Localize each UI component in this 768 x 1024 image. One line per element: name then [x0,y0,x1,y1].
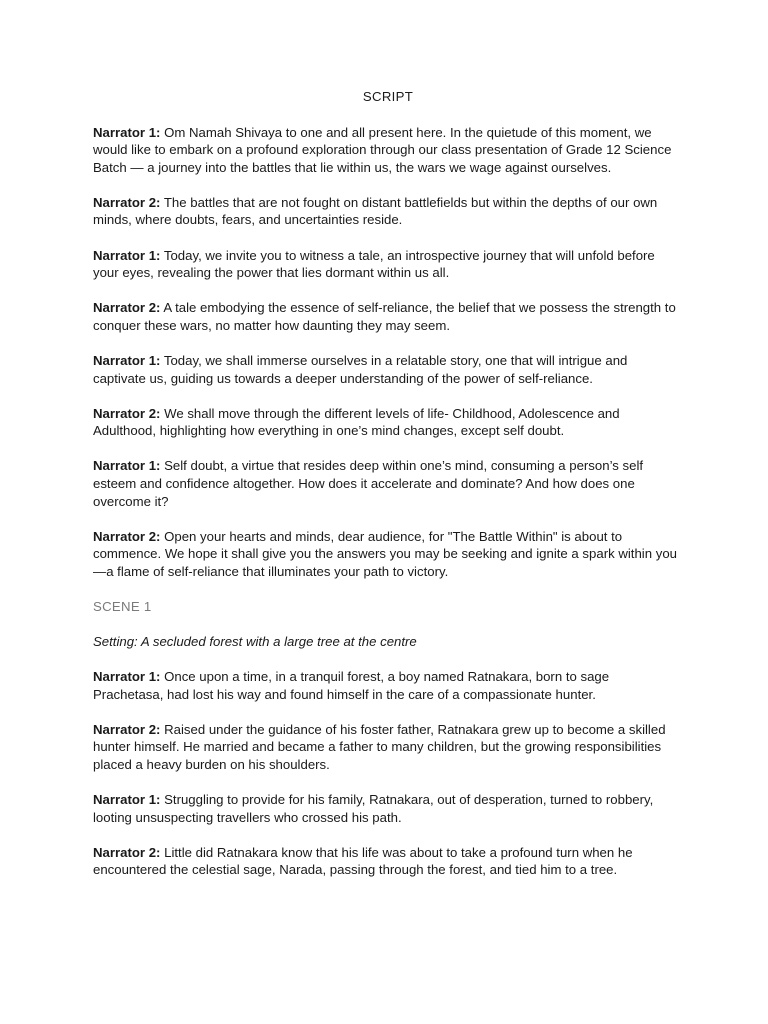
document-title: SCRIPT [362,89,414,104]
dialogue-text: Self doubt, a virtue that resides deep within one’s mind, consuming a person’s self esteem and confidence altogether. How does it accelerate and dominate? And how does one overcome it? [93,458,644,509]
speaker-label: Narrator 1: [93,792,161,808]
dialogue-paragraph [93,352,683,387]
dialogue-paragraph [93,405,683,440]
speaker-label: Narrator 1: [93,669,161,685]
dialogue-text: Once upon a time, in a tranquil forest, a boy named Ratnakara, born to sage Prachetasa, had lost his way and found himself in the care of a compassionate hunter. [93,669,610,702]
speaker-label: Narrator 2: [93,405,161,421]
dialogue-text: A tale embodying the essence of self-reliance, the belief that we possess the strength to conquer these wars, no matter how daunting they may seem. [93,300,676,333]
speaker-label: Narrator 2: [93,844,161,860]
speaker-label: Narrator 1: [93,458,161,474]
dialogue-text: Today, we invite you to witness a tale, an introspective journey that will unfold before your eyes, revealing the power that lies dormant within us all. [93,247,655,281]
dialogue-paragraph [93,457,683,510]
dialogue-paragraph [93,194,683,229]
dialogue-text: Raised under the guidance of his foster father, Ratnakara grew up to become a skilled hunter himself. He married and became a father to many children, but the growing responsibilities placed a heavy burden on his shoulders. [93,721,666,772]
speaker-label: Narrator 1: [93,247,161,263]
dialogue-text: The battles that are not fought on distant battlefields but within the depths of our own minds, where doubts, fears, and uncertainties reside. [93,194,658,228]
scene-heading: SCENE 1 [93,598,152,614]
dialogue-paragraph [93,124,683,177]
speaker-label: Narrator 2: [93,194,161,210]
script-page [93,88,683,896]
dialogue-text: Little did Ratnakara know that his life was about to take a profound turn when he encountered the celestial sage, Narada, passing through the forest, and tied him to a tree. [93,844,633,878]
dialogue-paragraph [93,299,683,334]
dialogue-paragraph [93,668,683,703]
dialogue-text: Struggling to provide for his family, Ratnakara, out of desperation, turned to robbery, looting unsuspecting travellers who crossed his path. [93,792,654,825]
speaker-label: Narrator 2: [93,721,161,737]
speaker-label: Narrator 1: [93,124,161,140]
dialogue-paragraph [93,721,683,774]
speaker-label: Narrator 2: [93,300,161,316]
speaker-label: Narrator 1: [93,352,161,368]
scene-setting: Setting: A secluded forest with a large tree at the centre [93,633,417,649]
dialogue-paragraph [93,844,683,879]
dialogue-paragraph [93,791,683,826]
dialogue-text: Open your hearts and minds, dear audience, for "The Battle Within" is about to commence. We hope it shall give you the answers you may be seeking and ignite a spark within you—a flame of self-reliance that illuminates your path to victory. [93,528,677,579]
speaker-label: Narrator 2: [93,528,161,544]
dialogue-text: We shall move through the different levels of life- Childhood, Adolescence and Adulthood, highlighting how everything in one’s mind changes, except self doubt. [93,405,620,439]
dialogue-paragraph [93,528,683,581]
dialogue-text: Today, we shall immerse ourselves in a relatable story, one that will intrigue and captivate us, guiding us towards a deeper understanding of the power of self-reliance. [93,352,628,386]
dialogue-paragraph [93,247,683,282]
dialogue-text: Om Namah Shivaya to one and all present here. In the quietude of this moment, we would like to embark on a profound exploration through our class presentation of Grade 12 Science Batch — a journey into the battles that lie within us, the wars we wage against ourselves. [93,124,672,175]
